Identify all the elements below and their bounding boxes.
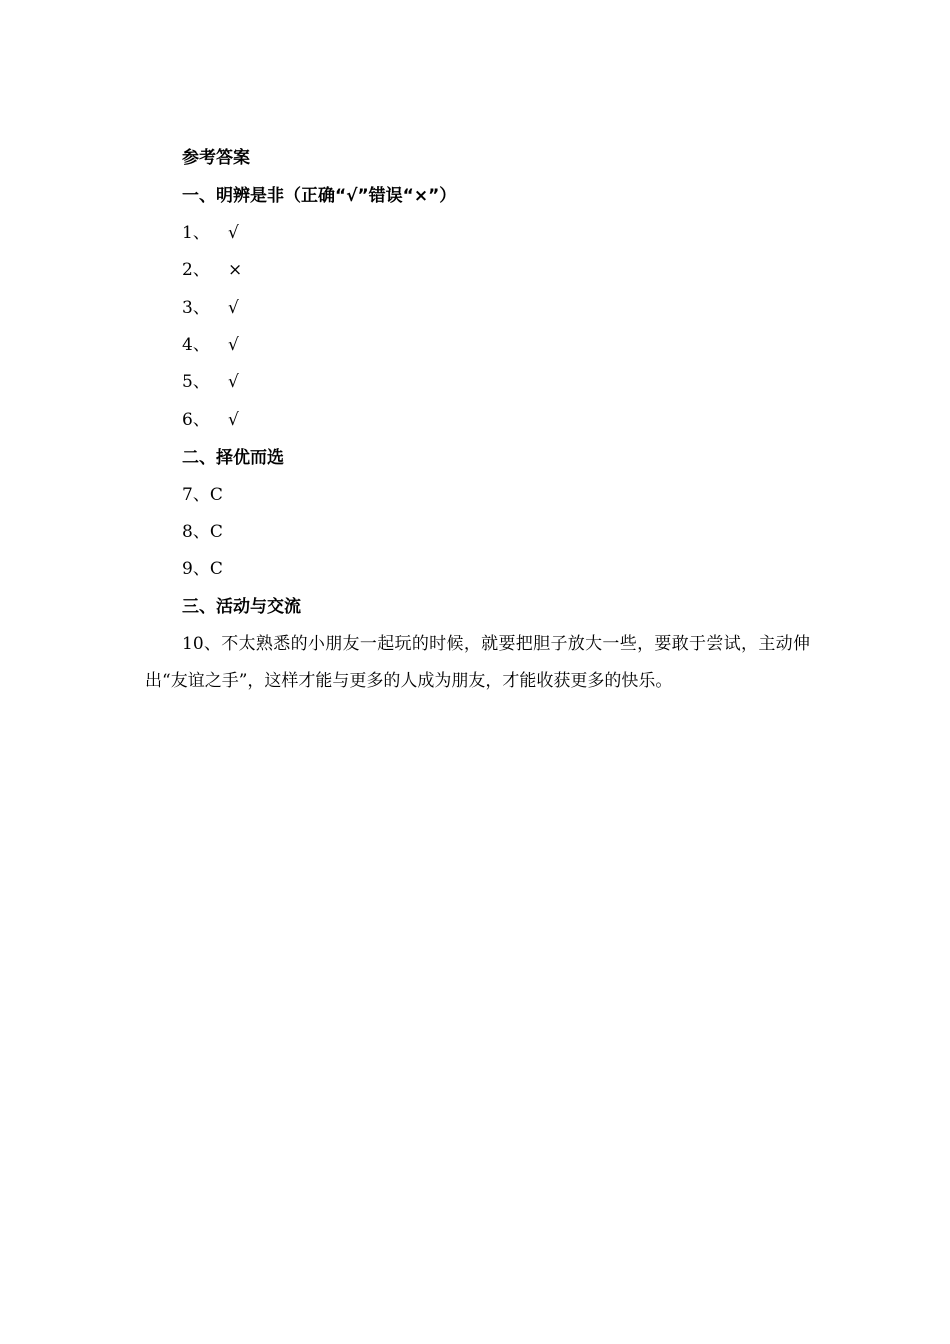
- section-2-heading: 二、择优而选: [182, 448, 284, 468]
- section-1-heading: 一、明辨是非（正确“√”错误“×”）: [182, 186, 457, 206]
- answer-number: 5、: [182, 372, 210, 392]
- answer-mark: √: [228, 223, 239, 243]
- answer-mark: √: [228, 372, 239, 392]
- answer-mark: √: [228, 410, 239, 430]
- answer-mark: √: [228, 298, 239, 318]
- answer-item-2: [182, 259, 242, 281]
- answer-number: 6、: [182, 410, 210, 430]
- answer-item-3: [182, 297, 239, 319]
- answer-item-6: [182, 409, 239, 431]
- answer-item-5: [182, 371, 239, 393]
- answer-mark: ×: [228, 260, 243, 280]
- answer-item-8: 8、C: [182, 522, 223, 542]
- answer-item-7: 7、C: [182, 485, 223, 505]
- section-3-heading: 三、活动与交流: [182, 597, 301, 617]
- page-title: 参考答案: [182, 148, 250, 168]
- answer-mark: √: [228, 335, 239, 355]
- answer-number: 2、: [182, 260, 210, 280]
- answer-item-4: [182, 334, 239, 356]
- answer-number: 4、: [182, 335, 210, 355]
- answer-item-1: [182, 222, 239, 244]
- answer-item-10: 10、不太熟悉的小朋友一起玩的时候，就要把胆子放大一些，要敢于尝试，主动伸出“友谊之手”，这样才能与更多的人成为朋友，才能收获更多的快乐。: [145, 634, 810, 691]
- answer-number: 3、: [182, 298, 210, 318]
- answer-item-9: 9、C: [182, 559, 223, 579]
- answer-number: 1、: [182, 223, 210, 243]
